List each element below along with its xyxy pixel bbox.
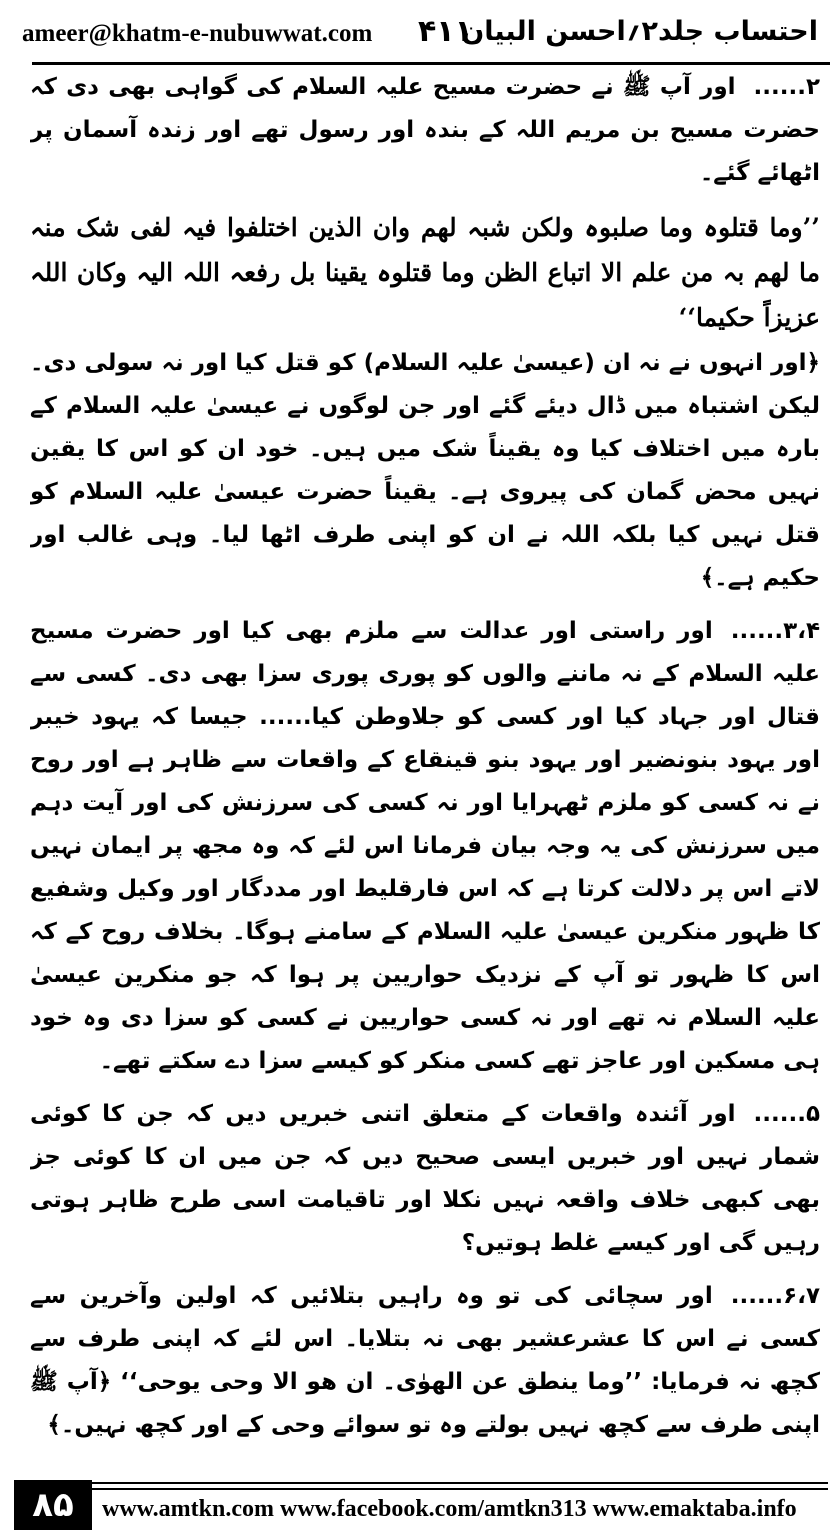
paragraph-number: ۶،۷...... [730,1283,820,1309]
footer-divider-second [92,1488,828,1490]
paragraph-text: اور راستی اور عدالت سے ملزم بھی کیا اور حضرت مسیح علیہ السلام کے نہ ماننے والوں کو پوری پوری سزا بھی دی۔ کسی سے قتال اور جہاد کیا اور کسی کو جلاوطن کیا...... جیسا کہ یہود خیبر اور یہود بنونضیر اور یہود بنو قینقاع کے واقعات سے ظاہر ہے اور روح نے نہ کسی کو ملزم ٹھہرایا اور نہ کسی کی سرزنش کی اور آیت دہم میں سرزنش کی یہ وجہ بیان فرمانا اس لئے کہ وہ مجھ پر ایمان نہیں لاتے اس پر دلالت کرتا ہے کہ اس فارقلیط اور مددگار اور وکیل وشفیع کا ظہور منکرین عیسیٰ علیہ السلام کے سامنے ہوگا۔ بخلاف روح کے کہ اس کا ظہور تو آپ کے نزدیک حواریین پر ہوا کہ جو منکرین عیسیٰ علیہ السلام نہ تھے اور نہ کسی حواریین نے کسی کو سزا دی وہ خود ہی مسکین اور عاجز تھے کسی منکر کو کیسے سزا دے سکتے تھے۔ [30,618,820,1074]
paragraph-number: ۲...... [753,74,820,100]
arabic-quote: ’’وما قتلوہ وما صلبوہ ولکن شبہ لھم وان الذین اختلفوا فیہ لفی شک منہ ما لھم بہ من علم الا اتباع الظن وما قتلوہ یقینا بل رفعہ اللہ الیہ وکان اللہ عزیزاً حکیما‘‘ [30,213,820,332]
paragraph-2 [30,66,820,195]
paragraph-3-4 [30,610,820,1083]
header-divider [32,62,830,65]
paragraph-number: ۳،۴...... [730,618,820,644]
footer-page-number: ۸۵ [14,1480,92,1530]
paragraph-text: اور آئندہ واقعات کے متعلق اتنی خبریں دیں کہ جن کا کوئی شمار نہیں اور خبریں ایسی صحیح دیں کہ جن میں ان کا کوئی جز بھی کبھی خلاف واقعہ نہیں نکلا اور تاقیامت اسی طرح ظاہر ہوتی رہیں گی اور کیسے غلط ہوتیں؟ [30,1101,820,1256]
footer-divider [92,1482,828,1484]
page-content [30,66,820,1456]
header-email: ameer@khatm-e-nubuwwat.com [22,20,373,47]
header-book-title: احتساب جلد۲؍احسن البیان [461,16,818,47]
paragraph-5 [30,1093,820,1265]
page-footer [0,1474,840,1540]
quote-translation: ﴿اور انہوں نے نہ ان (عیسیٰ علیہ السلام) کو قتل کیا اور نہ سولی دی۔ لیکن اشتباہ میں ڈال دیئے گئے اور جن لوگوں نے عیسیٰ علیہ السلام کے بارہ میں اختلاف کیا وہ یقیناً شک میں ہیں۔ خود ان کو اس کا یقین نہیں محض گمان کی پیروی ہے۔ یقیناً حضرت عیسیٰ علیہ السلام کو قتل نہیں کیا بلکہ اللہ نے ان کو اپنی طرف اٹھا لیا۔ وہی غالب اور حکیم ہے۔﴾ [30,350,820,591]
header-page-number: ۴۱۱ [418,14,473,49]
page-header [10,6,830,62]
paragraph-6-7 [30,1275,820,1447]
paragraph-number: ۵...... [753,1101,820,1127]
paragraph-text: اور سچائی کی تو وہ راہیں بتلائیں کہ اولین وآخرین سے کسی نے اس کا عشرعشیر بھی نہ بتلایا۔ اس لئے کہ اپنی طرف سے کچھ نہ فرمایا: ’’وما ینطق عن الھوٰی۔ ان ھو الا وحی یوحی‘‘ ﴿آپ ﷺ اپنی طرف سے کچھ نہیں بولتے وہ تو سوائے وحی کے اور کچھ نہیں۔﴾ [30,1283,820,1438]
footer-website-links: www.amtkn.com www.facebook.com/amtkn313 www.emaktaba.info [102,1496,797,1522]
paragraph-text: اور آپ ﷺ نے حضرت مسیح علیہ السلام کی گواہی بھی دی کہ حضرت مسیح بن مریم اللہ کے بندہ اور رسول تھے اور زندہ آسمان پر اٹھائے گئے۔ [30,74,820,186]
